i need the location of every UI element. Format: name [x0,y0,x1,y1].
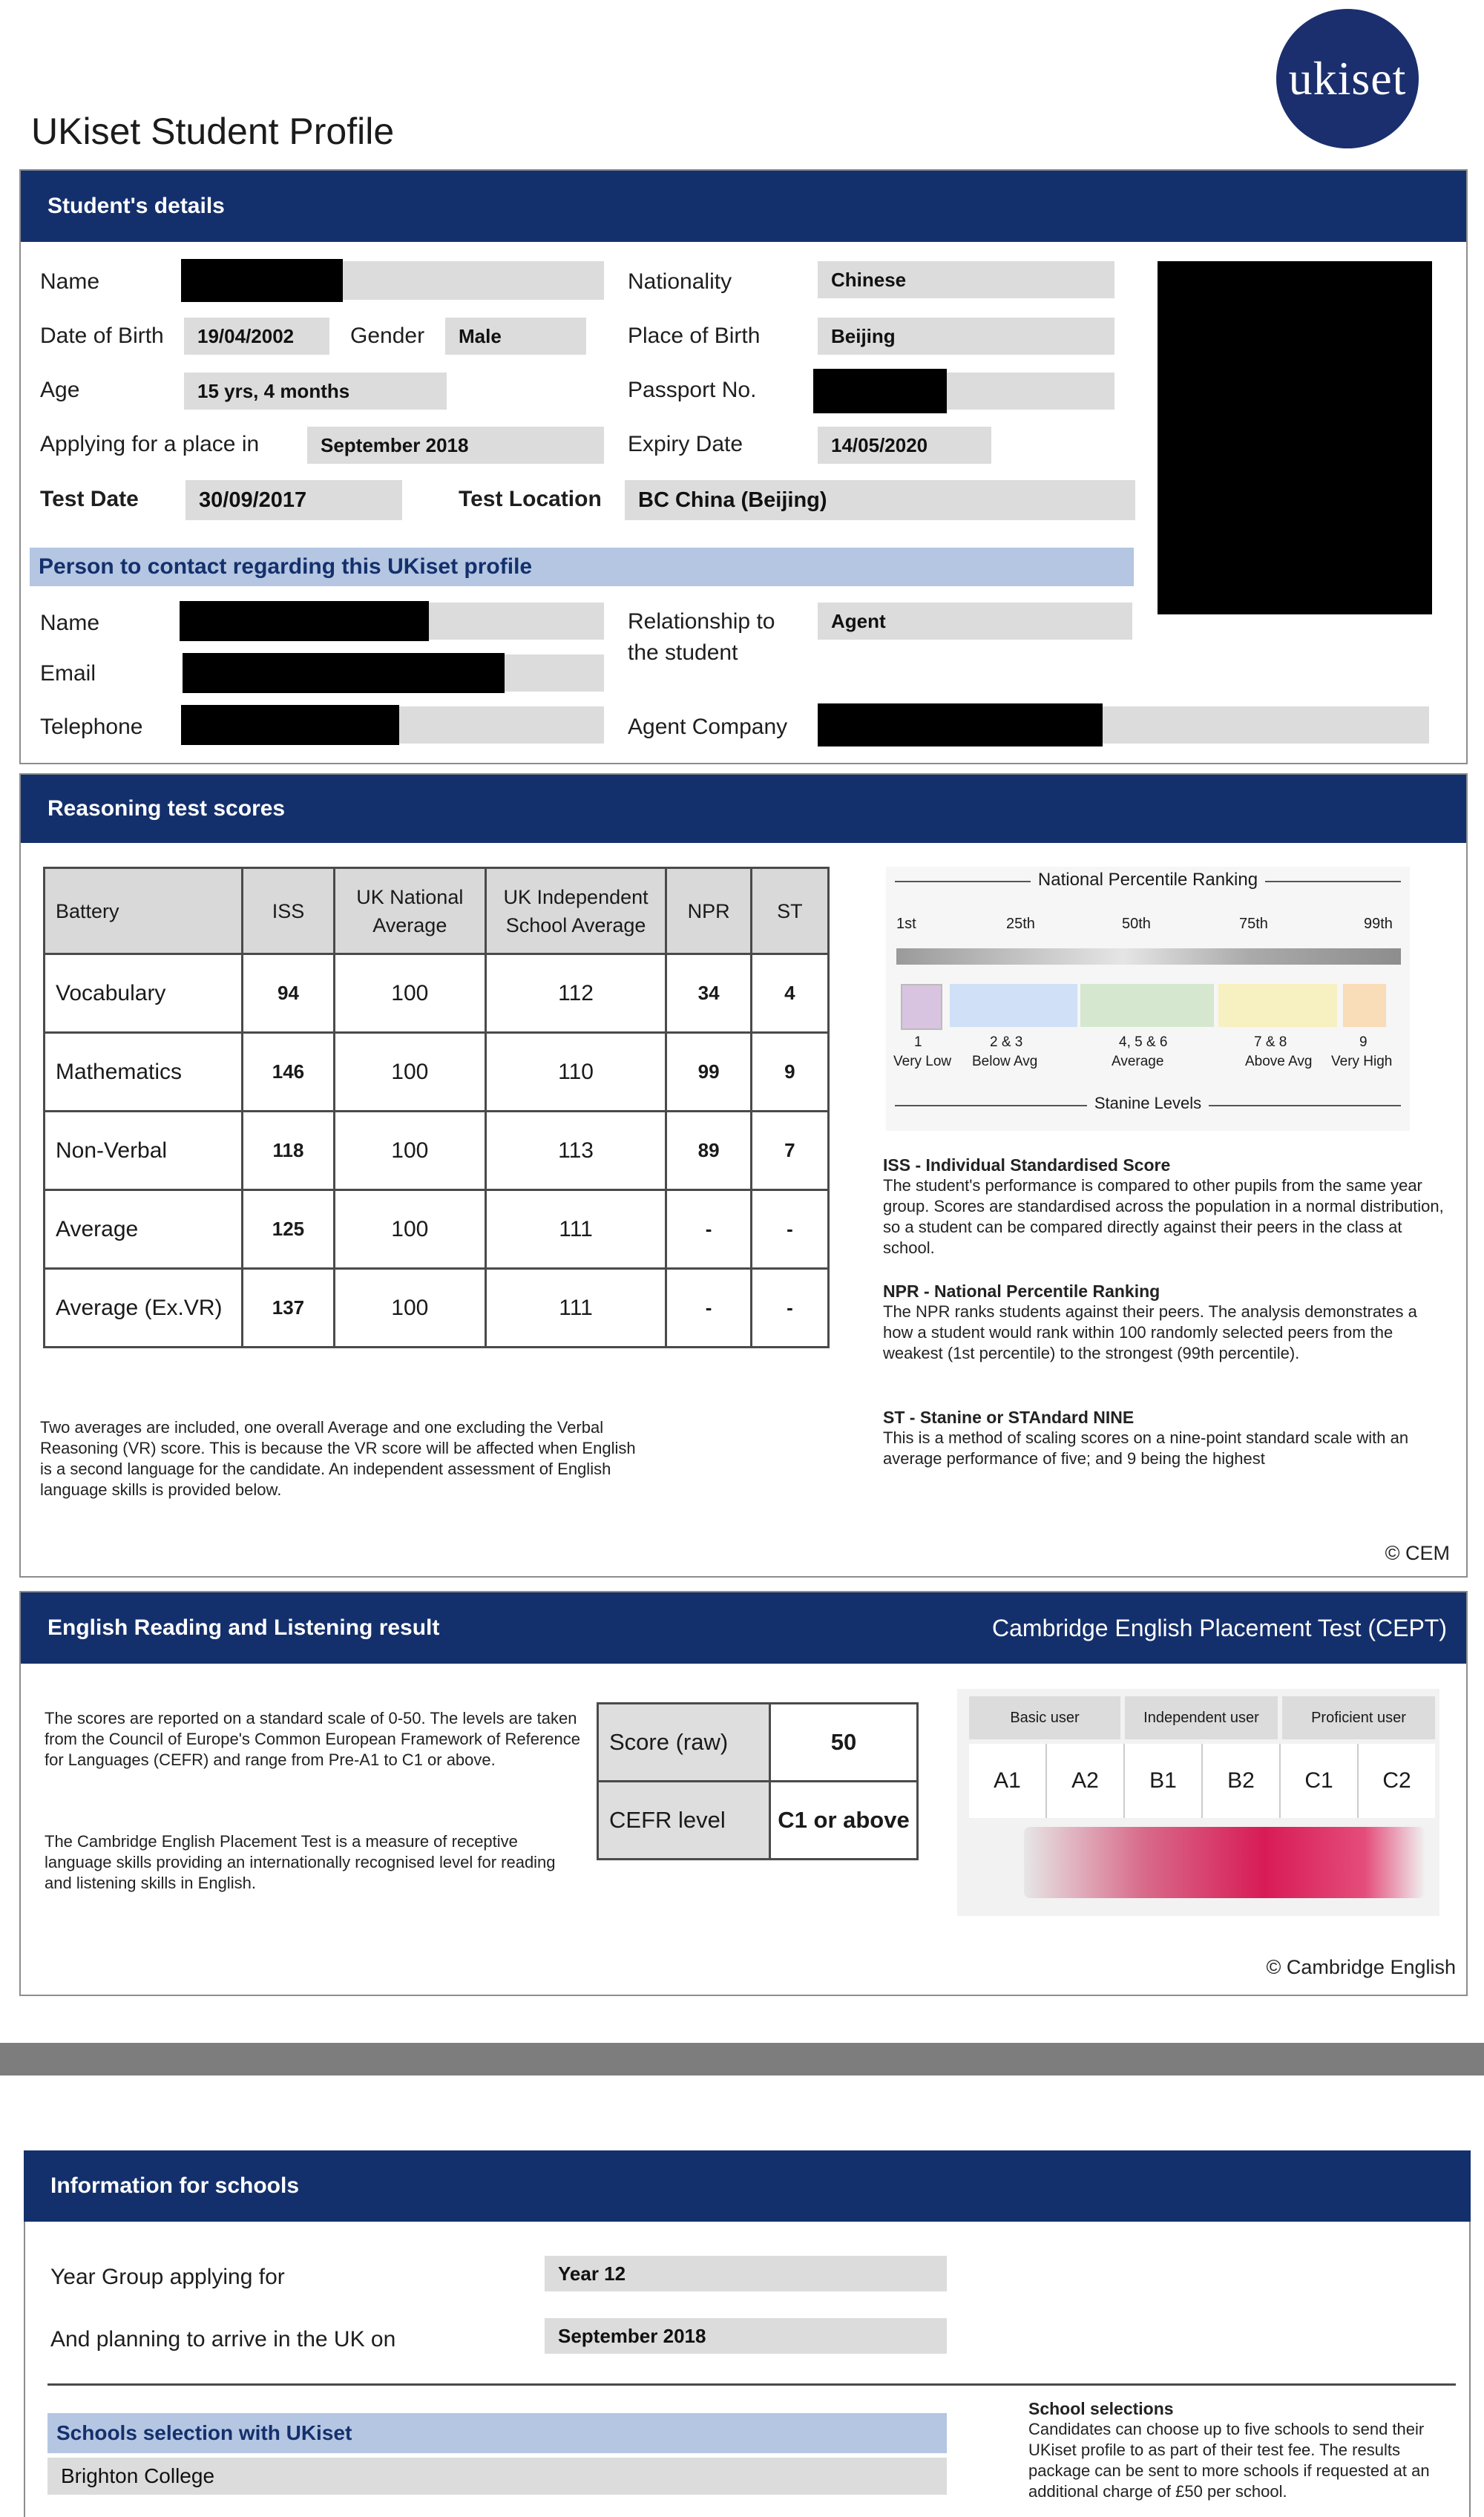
cept-title: Cambridge English Placement Test (CEPT) [992,1614,1447,1641]
test-date-label: Test Date [40,487,139,511]
test-location-label: Test Location [459,487,602,511]
table-cell: 100 [334,1033,485,1112]
schools-border-left [24,2222,25,2517]
stanine-title: Stanine Levels [1087,1094,1209,1112]
table-cell: 100 [334,1112,485,1190]
student-details-panel [19,169,1468,764]
cambridge-copyright: © Cambridge English [1266,1956,1456,1978]
table-cell: 110 [485,1033,666,1112]
stanine-label: 4, 5 & 6 [1119,1034,1168,1050]
table-cell: 113 [485,1112,666,1190]
table-row [45,1112,829,1190]
stanine-desc: Average [1112,1054,1164,1069]
column-header: UK Independent School Average [485,868,666,954]
table-cell: 125 [242,1190,334,1269]
cefr-scale [957,1689,1439,1916]
stanine-desc: Below Avg [972,1054,1038,1069]
npr-tick: 1st [896,916,916,932]
table-cell: 94 [242,954,334,1033]
table-row [45,1190,829,1269]
contact-name-label: Name [40,611,100,635]
stanine-label: 2 & 3 [990,1034,1023,1050]
expiry-field: 14/05/2020 [818,427,991,464]
table-row [598,1782,918,1860]
table-cell: 100 [334,1269,485,1348]
reasoning-header [21,775,1466,843]
cefr-level: C1 [1281,1744,1359,1818]
iss-text: The student's performance is compared to other pupils from the same year group. Scores are standardised across the population in a normal distribution, so a student can be compared directly against their peers in the class at school. [883,1176,1444,1257]
pob-field: Beijing [818,318,1114,355]
table-row [45,954,829,1033]
school-item: Brighton College [47,2458,947,2495]
npr-tick: 99th [1364,916,1393,932]
table-cell: 146 [242,1033,334,1112]
table-cell: 111 [485,1190,666,1269]
redacted-email [183,653,505,693]
npr-tick: 50th [1122,916,1151,932]
st-explanation [883,1407,1447,1469]
user-level: Independent user [1125,1696,1278,1739]
npr-title: National Percentile Ranking [1031,870,1265,890]
year-field: Year 12 [545,2256,947,2291]
cefr-level: B1 [1125,1744,1203,1818]
stanine-swatch [901,984,942,1030]
page-separator [0,2043,1484,2075]
stanine-swatch [1080,984,1214,1027]
ukiset-logo [1276,9,1419,148]
user-level: Proficient user [1282,1696,1435,1739]
stanine-desc: Very Low [893,1054,952,1069]
st-title: ST - Stanine or STAndard NINE [883,1408,1135,1427]
table-cell: 89 [666,1112,751,1190]
npr-gradient-bar [896,948,1401,965]
telephone-label: Telephone [40,715,143,739]
name-label: Name [40,269,100,294]
relationship-field: Agent [818,603,1132,640]
email-label: Email [40,661,96,686]
relationship-label-2: the student [628,640,738,665]
npr-title: NPR - National Percentile Ranking [883,1282,1160,1301]
redacted-agent-company [818,703,1103,746]
school-selections-note [1028,2398,1444,2502]
expiry-label: Expiry Date [628,432,743,456]
schools-selection-header: Schools selection with UKiset [47,2413,947,2453]
student-details-header [21,171,1466,242]
test-location-field: BC China (Beijing) [625,480,1135,520]
stanine-label: 1 [914,1034,922,1050]
school-selections-text: Candidates can choose up to five schools to send their UKiset profile to as part of their test fee. The results package can be sent to more schools if requested at an additional charge of £50 per school. [1028,2420,1430,2501]
st-text: This is a method of scaling scores on a nine-point standard scale with an average performance of five; and 9 being the highest [883,1428,1409,1468]
table-cell: - [666,1269,751,1348]
cept-scale-text: The scores are reported on a standard scale of 0-50. The levels are taken from the Council of Europe's Common European Framework of Reference for Languages (CEFR) and range from Pre-A1 to C1 or above. [45,1709,580,1769]
table-row [45,1033,829,1112]
table-cell: 99 [666,1033,751,1112]
npr-text: The NPR ranks students against their peers. The analysis demonstrates a how a student would rank within 100 randomly selected peers from the weakest (1st percentile) to the strongest (99th percentile). [883,1302,1417,1362]
cefr-level-row [969,1744,1435,1818]
iss-explanation [883,1155,1447,1258]
table-cell: 111 [485,1269,666,1348]
table-cell: 112 [485,954,666,1033]
table-header-row [45,868,829,954]
section-title: Information for schools [50,2173,300,2198]
schools-divider [47,2383,1456,2386]
npr-explanation [883,1281,1447,1364]
reasoning-panel [19,773,1468,1578]
table-cell: Mathematics [45,1033,243,1112]
column-header: ISS [242,868,334,954]
table-row [45,1269,829,1348]
table-cell: 137 [242,1269,334,1348]
cefr-level: A1 [969,1744,1047,1818]
schools-border-right [1469,2222,1471,2517]
npr-title-wrap [886,870,1410,890]
stanine-desc: Very High [1331,1054,1393,1069]
pob-label: Place of Birth [628,324,761,348]
passport-label: Passport No. [628,378,757,402]
gender-field: Male [445,318,586,355]
table-cell: - [666,1190,751,1269]
section-title: English Reading and Listening result [47,1615,440,1640]
table-cell: - [751,1190,828,1269]
schools-header [24,2150,1471,2222]
cefr-value: C1 or above [770,1782,918,1860]
applying-label: Applying for a place in [40,432,260,456]
stanine-swatch [950,984,1077,1027]
agent-company-label: Agent Company [628,715,788,739]
reasoning-scores-table [43,867,830,1348]
contact-header: Person to contact regarding this UKiset profile [30,548,1134,586]
cefr-level: C2 [1382,1768,1411,1793]
cefr-label: CEFR level [598,1782,770,1860]
redacted-telephone [181,705,399,745]
table-row [598,1704,918,1782]
column-header: UK National Average [334,868,485,954]
cem-copyright: © CEM [1385,1542,1450,1564]
arrive-field: September 2018 [545,2318,947,2354]
table-cell: Vocabulary [45,954,243,1033]
table-cell: 7 [751,1112,828,1190]
column-header: Battery [45,868,243,954]
stanine-desc: Above Avg [1245,1054,1313,1069]
redacted-photo [1158,261,1432,614]
stanine-swatch [1343,984,1386,1027]
cefr-exam-band [1024,1827,1425,1898]
relationship-label-1: Relationship to [628,609,775,634]
age-field: 15 yrs, 4 months [184,373,447,410]
redacted-name [181,259,343,302]
table-cell: 100 [334,954,485,1033]
table-cell: Average (Ex.VR) [45,1269,243,1348]
score-label: Score (raw) [598,1704,770,1782]
table-cell: Average [45,1190,243,1269]
cefr-level: B2 [1203,1744,1281,1818]
table-cell: 9 [751,1033,828,1112]
cefr-level: A2 [1047,1744,1125,1818]
dob-label: Date of Birth [40,324,164,348]
nationality-label: Nationality [628,269,732,294]
cept-score-table [597,1702,919,1860]
iss-title: ISS - Individual Standardised Score [883,1155,1171,1175]
npr-diagram [886,867,1410,1131]
school-selections-title: School selections [1028,2399,1174,2418]
stanine-swatch [1218,984,1337,1027]
section-title: Student's details [47,194,225,218]
redacted-contact-name [180,601,429,641]
table-cell: 34 [666,954,751,1033]
applying-field: September 2018 [307,427,604,464]
section-title: Reasoning test scores [47,796,286,821]
year-label: Year Group applying for [50,2265,285,2289]
nationality-field: Chinese [818,261,1114,298]
english-header [21,1592,1466,1664]
gender-label: Gender [350,324,425,348]
table-cell: 118 [242,1112,334,1190]
age-label: Age [40,378,80,402]
user-level: Basic user [969,1696,1120,1739]
table-cell: - [751,1269,828,1348]
column-header: ST [751,868,828,954]
stanine-label: 7 & 8 [1254,1034,1287,1050]
table-cell: 100 [334,1190,485,1269]
column-header: NPR [666,868,751,954]
stanine-title-wrap [886,1094,1410,1113]
averages-footnote: Two averages are included, one overall Average and one excluding the Verbal Reasoning (VR) score. This is because the VR score will be affected when English is a second language for the candidate. An independent assessment of English language skills is provided below. [40,1418,636,1499]
logo-text: ukiset [1288,52,1407,105]
score-value: 50 [770,1704,918,1782]
table-cell: 4 [751,954,828,1033]
redacted-passport [813,369,947,413]
dob-field: 19/04/2002 [184,318,329,355]
npr-tick: 25th [1006,916,1035,932]
page-title: UKiset Student Profile [31,111,395,152]
test-date-field: 30/09/2017 [186,480,402,520]
table-cell: Non-Verbal [45,1112,243,1190]
cept-description: The Cambridge English Placement Test is a measure of receptive language skills providing an internationally recognised level for reading and listening skills in English. [45,1832,556,1892]
npr-tick: 75th [1239,916,1268,932]
arrive-label: And planning to arrive in the UK on [50,2327,396,2352]
stanine-label: 9 [1359,1034,1368,1050]
english-panel [19,1591,1468,1996]
